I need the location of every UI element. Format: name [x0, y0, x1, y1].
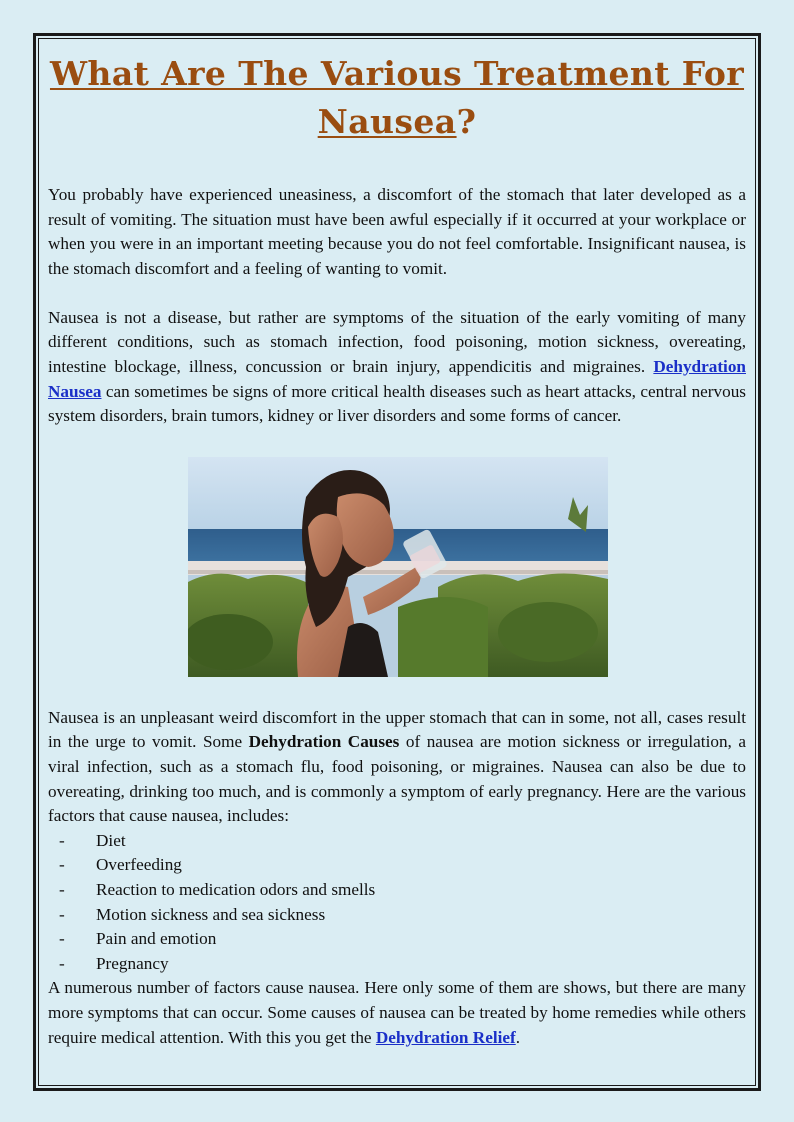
list-item	[48, 829, 746, 854]
page-title	[48, 48, 746, 146]
paragraph-conclusion-text-1: A numerous number of factors cause nausea. Here only some of them are shows, but there are many more symptoms that can occur. Some causes of nausea can be treated by home remedies while others require medical attention. With this you get the	[48, 978, 746, 1047]
dehydration-nausea-link[interactable]: Dehydration Nausea	[48, 357, 746, 401]
title-question-mark: ?	[456, 102, 477, 141]
list-item	[48, 878, 746, 903]
paragraph-conclusion	[48, 976, 746, 1050]
list-item	[48, 952, 746, 977]
woman-drinking-water-photo	[188, 457, 608, 677]
paragraph-conclusion-text-2: .	[515, 1027, 521, 1047]
list-item-text: Overfeeding	[96, 855, 182, 875]
list-item	[48, 853, 746, 878]
paragraph-symptoms-text-1: Nausea is not a disease, but rather are symptoms of the situation of the early vomiting of many different conditions, such as stomach infection, food poisoning, motion sickness, overeating, intestine blockage, illness, concussion or brain injury, appendicitis and migraines.	[48, 307, 746, 377]
paragraph-causes-text-1: Nausea is an unpleasant weird discomfort in the upper stomach that can in some, not all, cases result in the urge to vomit. Some	[48, 707, 746, 752]
nausea-factors-list	[48, 829, 746, 977]
paragraph-symptoms	[48, 306, 746, 429]
dehydration-causes-bold: Dehydration Causes	[248, 732, 400, 752]
dehydration-relief-link[interactable]: Dehydration Relief	[375, 1027, 516, 1047]
list-bullet: -	[59, 904, 65, 924]
paragraph-intro: You probably have experienced uneasiness, a discomfort of the stomach that later developed as a result of vomiting. The situation must have been awful especially if it occurred at your workplace or when you were in an important meeting because you do not feel comfortable. Insignificant nausea, is the stomach discomfort and a feeling of wanting to vomit.	[48, 185, 746, 278]
list-item-text: Reaction to medication odors and smells	[96, 880, 376, 899]
title-line-1: What Are The Various Treatment For	[49, 54, 745, 93]
paragraph-symptoms-text-2: can sometimes be signs of more critical health diseases such as heart attacks, central nervous system disorders, brain tumors, kidney or liver disorders and some forms of cancer.	[48, 381, 746, 426]
list-item-text: Diet	[96, 830, 126, 850]
document-body	[48, 48, 746, 1050]
list-bullet: -	[59, 929, 65, 949]
list-item	[48, 927, 746, 952]
title-keyword: Nausea	[317, 102, 457, 141]
list-item-text: Motion sickness and sea sickness	[96, 904, 326, 924]
list-item-text: Pregnancy	[96, 953, 169, 973]
paragraph-causes-text-2: of nausea are motion sickness or irregulation, a viral infection, such as a stomach flu, food poisoning, or migraines. Nausea can also be due to overeating, drinking too much, and is commonly a symptom of early pregnancy. Here are the various factors that cause nausea, includes:	[48, 732, 746, 826]
list-bullet: -	[59, 855, 65, 875]
list-bullet: -	[59, 830, 65, 850]
list-item-text: Pain and emotion	[96, 929, 217, 949]
list-item	[48, 903, 746, 928]
paragraph-causes	[48, 706, 746, 829]
list-bullet: -	[59, 880, 65, 899]
list-bullet: -	[59, 953, 65, 973]
